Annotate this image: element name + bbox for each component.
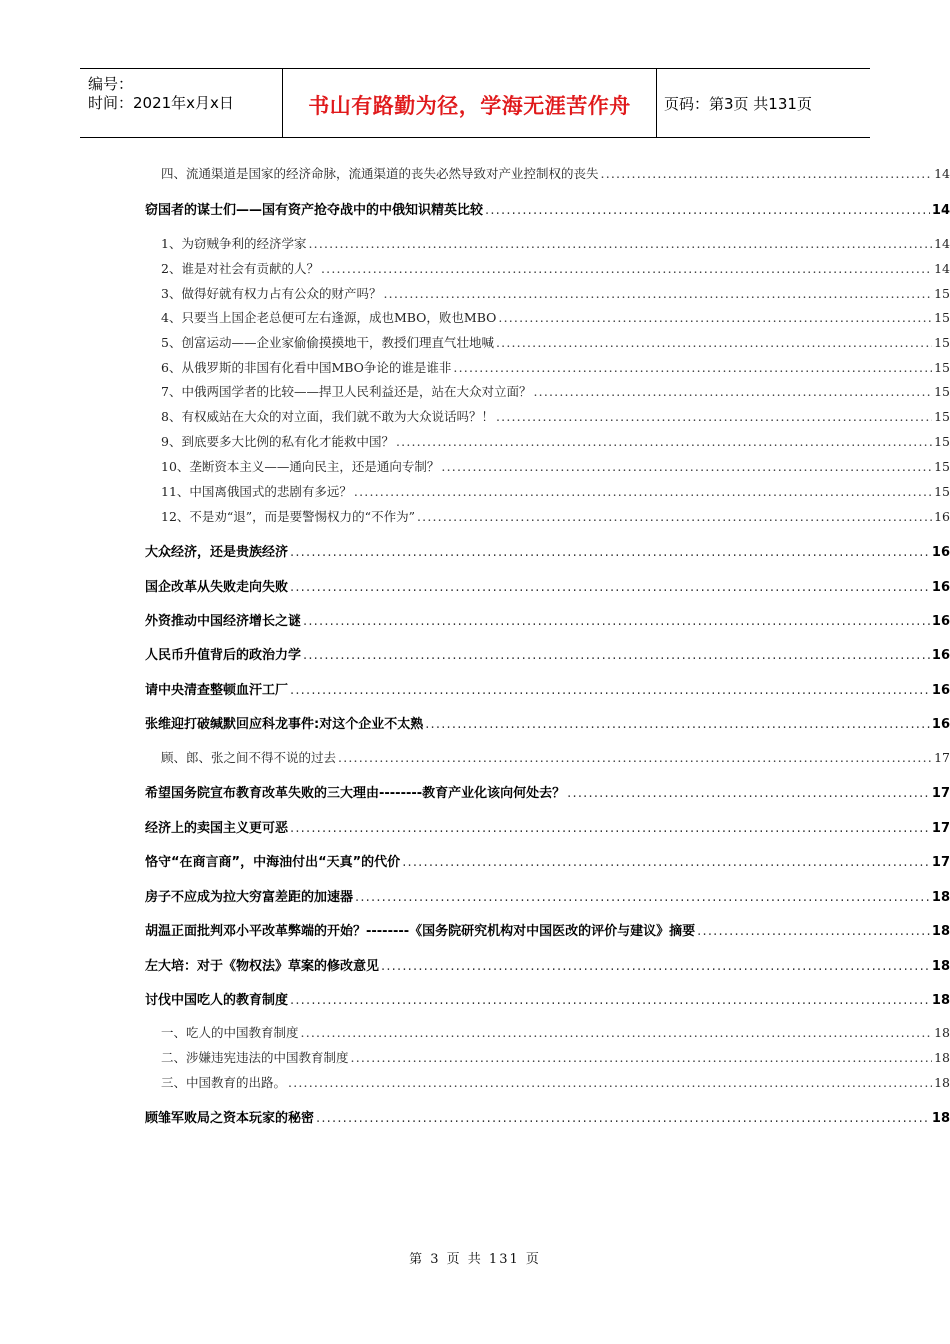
toc-entry-page: 16 bbox=[931, 580, 950, 595]
toc-dot-leader bbox=[290, 580, 930, 595]
toc-entry[interactable] bbox=[161, 358, 950, 376]
toc-entry-title: 请中央清查整顿血汗工厂 bbox=[145, 683, 289, 698]
toc-dot-leader bbox=[496, 335, 932, 350]
toc-dot-leader bbox=[485, 203, 930, 218]
toc-entry[interactable] bbox=[145, 576, 950, 595]
toc-entry-title: 胡温正面批判邓小平改革弊端的开始？--------《国务院研究机构对中国医改的评价与建议》摘要 bbox=[145, 924, 696, 939]
toc-entry[interactable] bbox=[145, 920, 950, 939]
toc-dot-leader bbox=[381, 959, 930, 974]
toc-dot-leader bbox=[290, 683, 930, 698]
toc-entry[interactable] bbox=[161, 234, 950, 252]
toc-dot-leader bbox=[338, 750, 932, 765]
toc-entry-page: 18 bbox=[934, 1075, 950, 1090]
toc-entry[interactable] bbox=[145, 713, 950, 732]
toc-entry-title: 左大培：对于《物权法》草案的修改意见 bbox=[145, 959, 380, 974]
toc-entry-title: 经济上的卖国主义更可恶 bbox=[145, 821, 289, 836]
toc-entry-title: 顾、郎、张之间不得不说的过去 bbox=[161, 750, 337, 765]
toc-entry-page: 14 bbox=[931, 203, 950, 218]
toc-dot-leader bbox=[316, 1111, 930, 1126]
page-header bbox=[80, 68, 870, 138]
toc-entry[interactable] bbox=[161, 1073, 950, 1091]
toc-entry[interactable] bbox=[145, 782, 950, 801]
header-motto-cell bbox=[282, 69, 657, 137]
toc-entry-page: 18 bbox=[931, 1111, 950, 1126]
toc-entry-title: 10、垄断资本主义——通向民主，还是通向专制？ bbox=[161, 459, 440, 474]
toc-entry[interactable] bbox=[161, 308, 950, 326]
toc-entry-title: 4、只要当上国企老总便可左右逢源，成也MBO，败也MBO bbox=[161, 310, 497, 325]
toc-dot-leader bbox=[417, 509, 932, 524]
toc-entry[interactable] bbox=[161, 482, 950, 500]
toc-dot-leader bbox=[441, 459, 932, 474]
header-meta-cell bbox=[80, 69, 282, 137]
toc-entry-page: 15 bbox=[934, 459, 950, 474]
header-page-code: 页码：第3页 共131页 bbox=[664, 95, 812, 113]
toc-dot-leader bbox=[383, 286, 932, 301]
toc-entry-page: 18 bbox=[931, 993, 950, 1008]
toc-dot-leader bbox=[351, 1050, 933, 1065]
toc-entry-page: 18 bbox=[934, 1050, 950, 1065]
page-footer: 第 3 页 共 131 页 bbox=[409, 1252, 541, 1267]
toc-entry-page: 17 bbox=[934, 750, 950, 765]
toc-entry[interactable] bbox=[161, 1023, 950, 1041]
toc-entry[interactable] bbox=[145, 199, 950, 218]
toc-entry-page: 17 bbox=[931, 786, 950, 801]
toc-entry[interactable] bbox=[161, 457, 950, 475]
toc-entry-page: 14 bbox=[934, 261, 950, 276]
toc-dot-leader bbox=[303, 648, 930, 663]
toc-entry[interactable] bbox=[161, 507, 950, 525]
toc-entry-page: 14 bbox=[934, 236, 950, 251]
toc-entry-title: 讨伐中国吃人的教育制度 bbox=[145, 993, 289, 1008]
toc-dot-leader bbox=[533, 384, 932, 399]
toc-entry-title: 大众经济，还是贵族经济 bbox=[145, 545, 289, 560]
toc-entry-page: 15 bbox=[934, 286, 950, 301]
toc-dot-leader bbox=[308, 236, 932, 251]
toc-dot-leader bbox=[303, 614, 930, 629]
toc-entry[interactable] bbox=[161, 259, 950, 277]
toc-dot-leader bbox=[496, 409, 932, 424]
toc-entry-page: 14 bbox=[934, 166, 950, 181]
toc-entry-page: 18 bbox=[931, 890, 950, 905]
toc-entry-title: 11、中国离俄国式的悲剧有多远？ bbox=[161, 484, 352, 499]
toc-dot-leader bbox=[396, 434, 932, 449]
document-code-label: 编号： bbox=[88, 75, 134, 93]
toc-entry-title: 1、为窃贼争利的经济学家 bbox=[161, 236, 307, 251]
toc-dot-leader bbox=[355, 890, 930, 905]
toc-entry-page: 16 bbox=[931, 648, 950, 663]
toc-entry-title: 房子不应成为拉大穷富差距的加速器 bbox=[145, 890, 354, 905]
toc-dot-leader bbox=[354, 484, 932, 499]
toc-dot-leader bbox=[697, 924, 930, 939]
toc-entry-title: 5、创富运动——企业家偷偷摸摸地干，教授们理直气壮地喊 bbox=[161, 335, 494, 350]
toc-entry-page: 17 bbox=[931, 855, 950, 870]
toc-entry-page: 15 bbox=[934, 335, 950, 350]
toc-entry-title: 12、不是劝“退”，而是要警惕权力的“不作为” bbox=[161, 509, 415, 524]
toc-entry-page: 15 bbox=[934, 360, 950, 375]
document-time-label: 时间：2021年x月x日 bbox=[88, 94, 234, 112]
toc-entry-page: 17 bbox=[931, 821, 950, 836]
toc-dot-leader bbox=[498, 310, 932, 325]
toc-entry-title: 8、有权威站在大众的对立面，我们就不敢为大众说话吗？！ bbox=[161, 409, 494, 424]
toc-entry-title: 外资推动中国经济增长之谜 bbox=[145, 614, 302, 629]
toc-entry[interactable] bbox=[161, 333, 950, 351]
toc-dot-leader bbox=[453, 360, 932, 375]
toc-entry-page: 16 bbox=[934, 509, 950, 524]
toc-entry-title: 希望国务院宣布教育改革失败的三大理由--------教育产业化该向何处去？ bbox=[145, 786, 566, 801]
toc-entry[interactable] bbox=[145, 851, 950, 870]
toc-entry[interactable] bbox=[161, 1048, 950, 1066]
toc-entry-title: 一、吃人的中国教育制度 bbox=[161, 1025, 299, 1040]
toc-entry-page: 18 bbox=[931, 959, 950, 974]
toc-entry-title: 恪守“在商言商”，中海油付出“天真”的代价 bbox=[145, 855, 401, 870]
toc-entry-page: 15 bbox=[934, 434, 950, 449]
toc-dot-leader bbox=[288, 1075, 932, 1090]
toc-entry-title: 四、流通渠道是国家的经济命脉，流通渠道的丧失必然导致对产业控制权的丧失 bbox=[161, 166, 599, 181]
toc-dot-leader bbox=[290, 993, 930, 1008]
toc-dot-leader bbox=[301, 1025, 933, 1040]
toc-entry-title: 6、从俄罗斯的非国有化看中国MBO争论的谁是谁非 bbox=[161, 360, 452, 375]
toc-entry-page: 18 bbox=[931, 924, 950, 939]
toc-entry[interactable] bbox=[145, 886, 950, 905]
toc-entry-page: 16 bbox=[931, 614, 950, 629]
toc-entry[interactable] bbox=[145, 610, 950, 629]
toc-entry-title: 人民币升值背后的政治力学 bbox=[145, 648, 302, 663]
toc-dot-leader bbox=[402, 855, 930, 870]
toc-dot-leader bbox=[601, 166, 933, 181]
toc-entry[interactable] bbox=[145, 989, 950, 1008]
toc-entry[interactable] bbox=[145, 955, 950, 974]
toc-entry[interactable] bbox=[161, 407, 950, 425]
toc-dot-leader bbox=[425, 717, 930, 732]
toc-dot-leader bbox=[321, 261, 932, 276]
toc-entry-page: 15 bbox=[934, 310, 950, 325]
toc-entry-title: 二、涉嫌违宪违法的中国教育制度 bbox=[161, 1050, 349, 1065]
toc-entry[interactable] bbox=[161, 284, 950, 302]
toc-entry[interactable] bbox=[145, 817, 950, 836]
toc-entry-title: 3、做得好就有权力占有公众的财产吗？ bbox=[161, 286, 382, 301]
toc-entry-page: 16 bbox=[931, 683, 950, 698]
toc-entry-page: 15 bbox=[934, 484, 950, 499]
toc-entry[interactable] bbox=[161, 748, 950, 766]
header-motto: 书山有路勤为径，学海无涯苦作舟 bbox=[308, 94, 631, 118]
toc-entry-title: 三、中国教育的出路。 bbox=[161, 1075, 287, 1090]
toc-entry[interactable] bbox=[145, 644, 950, 663]
toc-entry[interactable] bbox=[161, 382, 950, 400]
toc-entry-page: 16 bbox=[931, 545, 950, 560]
toc-entry[interactable] bbox=[145, 679, 950, 698]
toc-entry-title: 9、到底要多大比例的私有化才能救中国？ bbox=[161, 434, 394, 449]
toc-entry-page: 15 bbox=[934, 409, 950, 424]
toc-entry[interactable] bbox=[161, 164, 950, 182]
toc-entry-title: 国企改革从失败走向失败 bbox=[145, 580, 289, 595]
header-page-cell bbox=[655, 69, 870, 137]
toc-entry-title: 张维迎打破缄默回应科龙事件:对这个企业不太熟 bbox=[145, 717, 424, 732]
toc-entry[interactable] bbox=[145, 541, 950, 560]
toc-dot-leader bbox=[290, 545, 930, 560]
toc-entry-title: 顾雏军败局之资本玩家的秘密 bbox=[145, 1111, 315, 1126]
toc-entry[interactable] bbox=[161, 432, 950, 450]
toc-entry-title: 窃国者的谋士们——国有资产抢夺战中的中俄知识精英比较 bbox=[145, 203, 484, 218]
toc-entry-title: 2、谁是对社会有贡献的人？ bbox=[161, 261, 319, 276]
toc-entry-page: 18 bbox=[934, 1025, 950, 1040]
toc-dot-leader bbox=[290, 821, 930, 836]
toc-entry[interactable] bbox=[145, 1107, 950, 1126]
toc-dot-leader bbox=[567, 786, 930, 801]
toc-entry-page: 15 bbox=[934, 384, 950, 399]
toc-entry-title: 7、中俄两国学者的比较——捍卫人民利益还是，站在大众对立面？ bbox=[161, 384, 532, 399]
toc-entry-page: 16 bbox=[931, 717, 950, 732]
